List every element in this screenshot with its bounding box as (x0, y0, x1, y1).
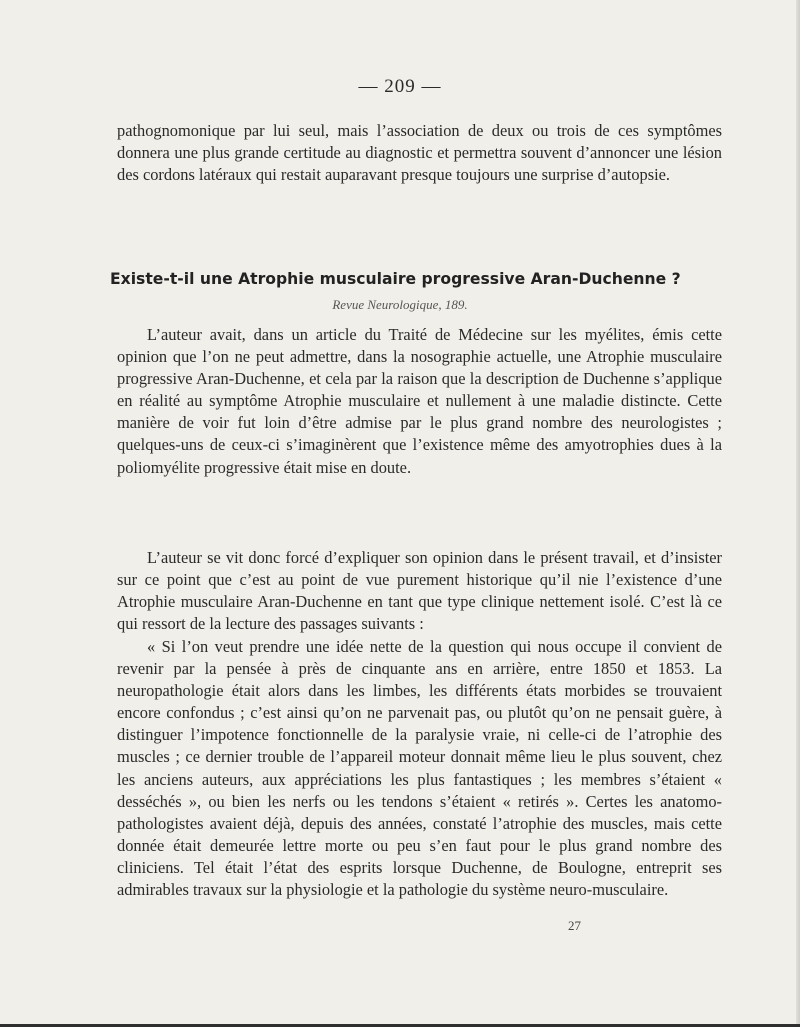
paragraph-intro: pathognomonique par lui seul, mais l’association de deux ou trois de ces symptômes donnera une plus grande certitude au diagnostic et permettra souvent d’annoncer une lésion des cordons latéraux qui restait auparavant presque toujours une surprise d’autopsie. (117, 121, 722, 185)
paragraph-explanation: L’auteur se vit donc forcé d’expliquer son opinion dans le présent travail, et d’insister sur ce point que c’est au point de vue purement historique qu’il nie l’existence d’une Atrophie musculaire Aran-Duchenne en tant que type clinique nettement isolé. C’est là ce qui ressort de la lecture des passages suivants : (117, 548, 722, 634)
paragraph-quotation: « Si l’on veut prendre une idée nette de la question qui nous occupe il convient de revenir par la pensée à près de cinquante ans en arrière, entre 1850 et 1853. La neuropathologie était alors dans les limbes, les différents états morbides se trouvaient encore confondus ; c’est ainsi qu’on ne parvenait pas, ou plutôt qu’on ne pensait guère, à distinguer l’impotence fonctionnelle de la paralysie vraie, ni celle-ci de l’atrophie des muscles ; ce dernier trouble de l’appareil moteur donnait même lieu le plus souvent, chez les anciens auteurs, aux appréciations les plus fantastiques ; les membres s’étaient « desséchés », ou bien les nerfs ou les tendons s’étaient « retirés ». Certes les anatomo-pathologistes avaient déjà, depuis des années, constaté l’atrophie des muscles, mais cette donnée était demeurée lettre morte ou peu s’en faut pour le plus grand nombre des cliniciens. Tel était l’état des esprits lorsque Duchenne, de Boulogne, entreprit ses admirables travaux sur la physiologie et la pathologie du système neuro-musculaire. (117, 637, 722, 900)
printer-signature-mark: 27 (568, 918, 581, 933)
section-heading: Existe-t-il une Atrophie musculaire progressive Aran-Duchenne ? (110, 270, 681, 288)
paragraph-author-opinion: L’auteur avait, dans un article du Traité de Médecine sur les myélites, émis cette opinion que l’on ne peut admettre, dans la nosographie actuelle, une Atrophie musculaire progressive Aran-Duchenne, et cela par la raison que la description de Duchenne s’applique en réalité au symptôme Atrophie musculaire et nullement à une maladie distincte. Cette manière de voir fut loin d’être admise par le plus grand nombre des neurologistes ; quelques-uns de ceux-ci s’imaginèrent que l’existence même des amyotrophies dues à la poliomyélite progressive était mise en doute. (117, 325, 722, 477)
page-number: — 209 — (358, 76, 442, 97)
source-citation: Revue Neurologique, 189. (332, 297, 468, 312)
page-edge-shadow (796, 0, 800, 1027)
